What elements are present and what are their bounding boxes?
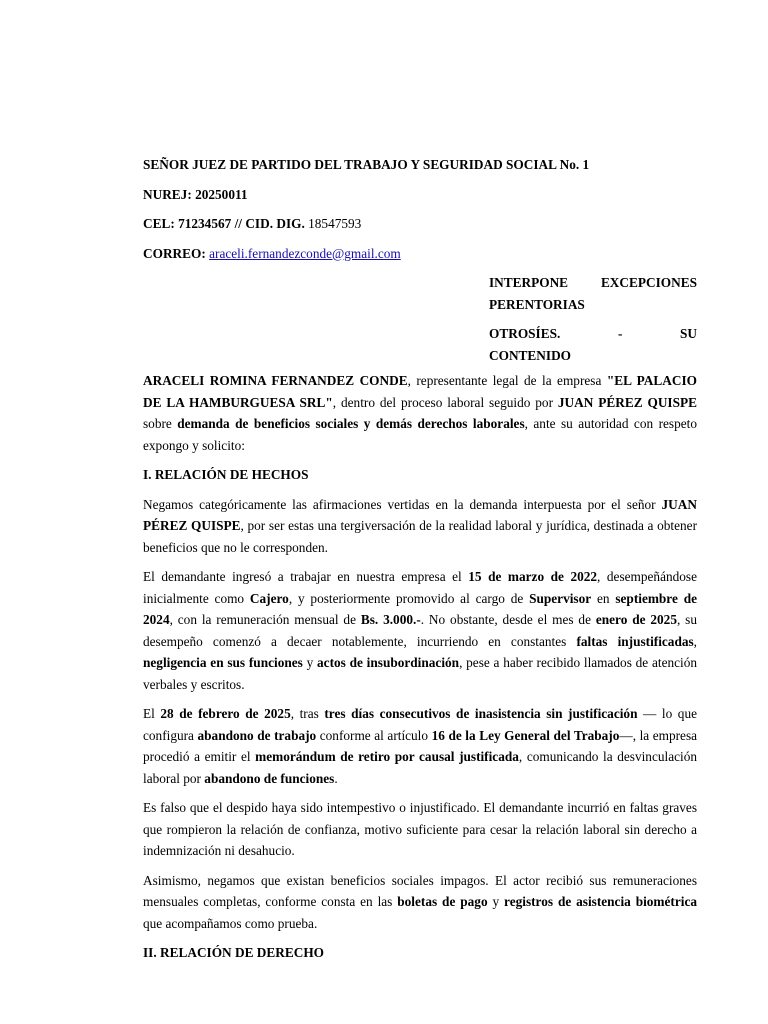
intro-text-3: sobre	[143, 416, 178, 431]
nurej-line: NUREJ: 20250011	[143, 186, 248, 202]
p2-text-1: El demandante ingresó a trabajar en nuestra empresa el	[143, 569, 469, 584]
p2-bold-6: enero de 2025	[595, 612, 677, 627]
p2-bold-3: Supervisor	[529, 590, 592, 606]
brief-text	[143, 370, 697, 964]
document-body	[143, 154, 697, 972]
p2-text-8: ,	[693, 633, 697, 649]
p5-bold-2: registros de asistencia biométrica	[504, 894, 697, 909]
cel-label: CEL: 71234567 // CID. DIG.	[143, 216, 305, 231]
p3-text-4: conforme al artículo	[316, 727, 432, 743]
paragraph-1	[143, 494, 697, 559]
intro-text-4: , ante su autoridad con respeto expongo y solicito:	[143, 416, 697, 453]
p5-text-1: Asimismo, negamos que existan beneficios sociales impagos. El actor recibió sus remuneraciones mensuales completas, conforme consta en las	[143, 872, 697, 909]
p2-bold-8: negligencia en sus funciones	[143, 655, 303, 670]
p3-text-5: —, la empresa procedió a emitir el	[143, 727, 698, 764]
p3-text-3: — lo que configura	[143, 706, 698, 743]
p2-bold-4: septiembre de 2024	[143, 590, 697, 627]
correo-line	[143, 243, 697, 265]
intro-paragraph	[143, 370, 697, 456]
p3-bold-6: abandono de funciones	[204, 770, 335, 786]
p2-text-6: . No obstante, desde el mes de	[420, 612, 596, 627]
intro-plaintiff: JUAN PÉREZ QUISPE	[557, 394, 697, 410]
section-heading-derecho: II. RELACIÓN DE DERECHO	[143, 945, 325, 960]
p2-bold-9: actos de insubordinación	[317, 655, 460, 670]
intro-name: ARACELI ROMINA FERNANDEZ CONDE	[143, 373, 408, 388]
otrosies-row	[489, 323, 697, 345]
p3-text-1: El	[143, 706, 161, 721]
court-heading: SEÑOR JUEZ DE PARTIDO DEL TRABAJO Y SEGURIDAD SOCIAL No. 1	[143, 157, 590, 172]
p2-bold-1: 15 de marzo de 2022	[468, 569, 598, 584]
correo-label: CORREO:	[143, 245, 206, 261]
otrosies-su: SU	[679, 326, 697, 341]
p3-bold-2: tres días consecutivos de inasistencia sin justificación	[324, 706, 638, 721]
p2-text-4: en	[591, 590, 616, 606]
summary-title: INTERPONE EXCEPCIONES PERENTORIAS	[489, 275, 697, 312]
p1-text-2: , por ser estas una tergiversación de la realidad laboral y jurídica, destinada a obtener beneficios que no le corresponden.	[143, 518, 697, 555]
p1-text-1: Negamos categóricamente las afirmaciones vertidas en la demanda interpuesta por el señor	[143, 496, 662, 512]
summary-otrosies	[489, 323, 697, 366]
paragraph-5	[143, 870, 697, 935]
p2-bold-7: faltas injustificadas	[576, 633, 694, 649]
paragraph-4: Es falso que el despido haya sido intempestivo o injustificado. El demandante incurrió en faltas graves que rompieron la relación de confianza, motivo suficiente para cesar la relación laboral sin derecho a indemnización ni desahucio.	[143, 800, 697, 858]
p5-text-3: que acompañamos como prueba.	[143, 915, 318, 931]
section-heading-hechos: I. RELACIÓN DE HECHOS	[143, 467, 309, 482]
otrosies-dash: -	[617, 326, 623, 341]
p3-bold-3: abandono de trabajo	[197, 727, 317, 743]
cel-line	[143, 213, 697, 235]
p3-bold-4: 16 de la Ley General del Trabajo	[431, 727, 620, 743]
otrosies-contenido: CONTENIDO	[489, 347, 572, 363]
p3-text-2: , tras	[290, 706, 325, 721]
p3-text-7: .	[334, 770, 338, 786]
p2-text-9: y	[302, 655, 318, 670]
p3-bold-5: memorándum de retiro por causal justificada	[255, 749, 519, 764]
p2-text-7: , su desempeño comenzó a decaer notablemente, incurriendo en constantes	[143, 612, 697, 649]
paragraph-3	[143, 703, 697, 789]
summary-block	[489, 272, 697, 366]
p2-text-3: , y posteriormente promovido al cargo de	[288, 590, 530, 606]
intro-text-2: , dentro del proceso laboral seguido por	[332, 394, 558, 410]
p5-text-2: y	[487, 894, 505, 909]
intro-text-1: , representante legal de la empresa	[407, 373, 607, 388]
p3-text-6: , comunicando la desvinculación laboral por	[143, 749, 697, 786]
intro-claim: demanda de beneficios sociales y demás derechos laborales	[177, 416, 525, 431]
p2-text-10: , pese a haber recibido llamados de atención verbales y escritos.	[143, 655, 698, 692]
otrosies-word: OTROSÍES.	[489, 326, 561, 341]
p1-bold-1: JUAN PÉREZ QUISPE	[143, 496, 697, 533]
intro-company: "EL PALACIO DE LA HAMBURGUESA SRL"	[143, 373, 697, 410]
p2-text-2: , desempeñándose inicialmente como	[143, 569, 697, 606]
paragraph-2	[143, 566, 697, 695]
cid-value: 18547593	[308, 216, 362, 231]
p3-bold-1: 28 de febrero de 2025	[160, 706, 291, 721]
p2-bold-2: Cajero	[249, 590, 289, 606]
email-link[interactable]: araceli.fernandezconde@gmail.com	[209, 245, 401, 261]
p2-text-5: , con la remuneración mensual de	[169, 612, 361, 627]
p5-bold-1: boletas de pago	[397, 894, 488, 909]
p2-bold-5: Bs. 3.000.-	[360, 612, 421, 627]
